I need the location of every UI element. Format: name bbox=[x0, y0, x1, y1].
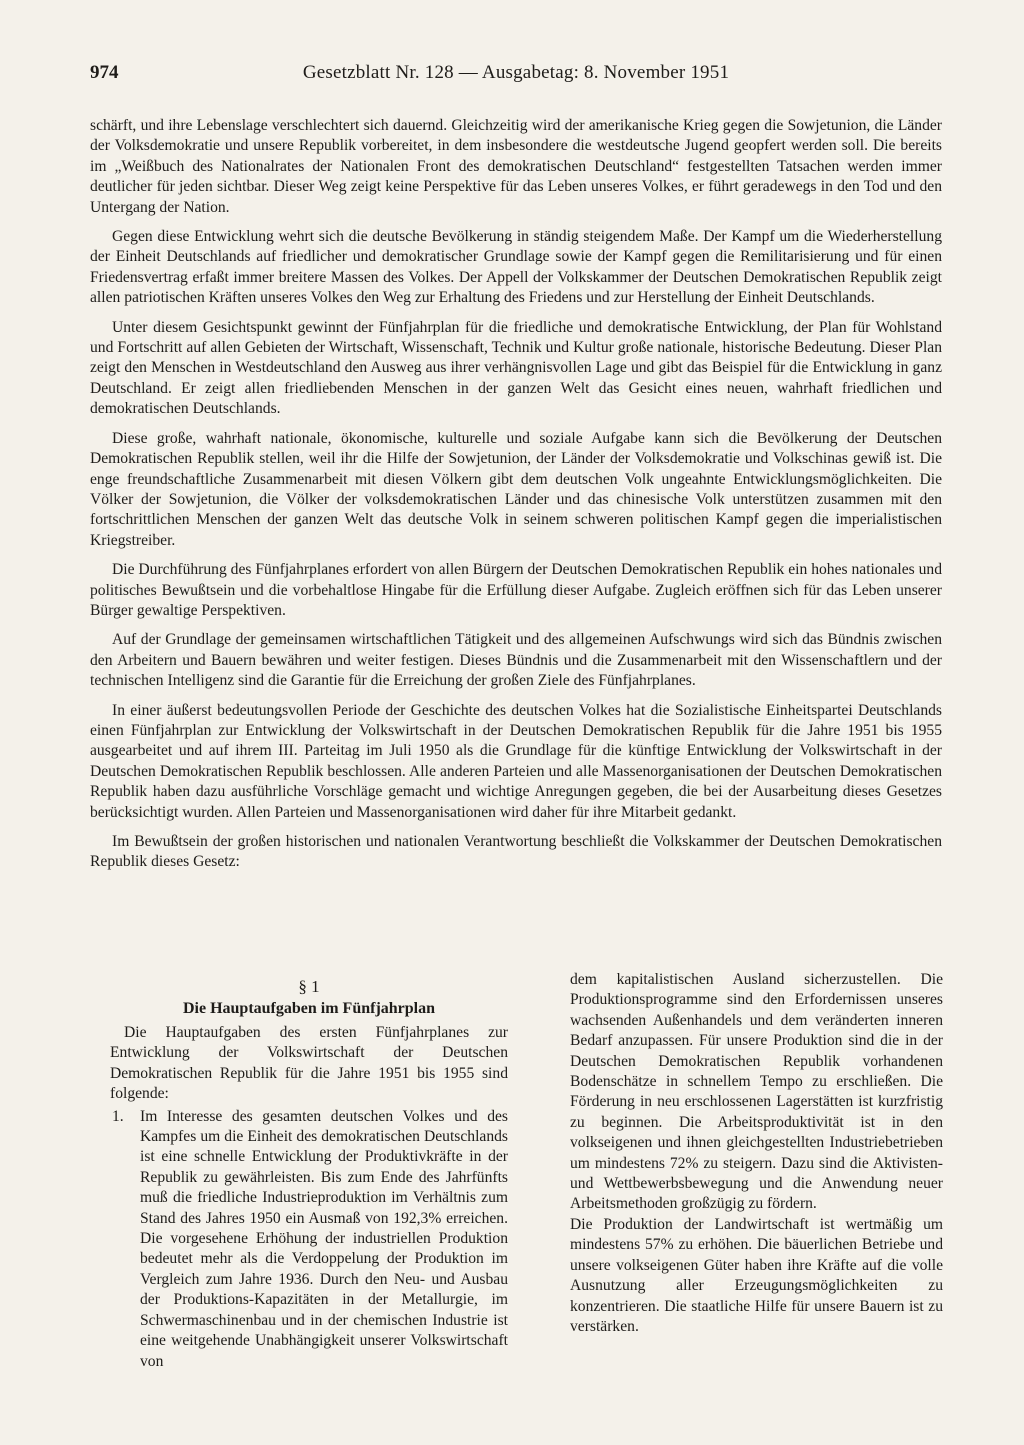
paragraph: Diese große, wahrhaft nationale, ökonomische, kulturelle und soziale Aufgabe kann sich die Bevölkerung der Deutschen Demokratischen Republik stellen, weil ihr die Hilfe der Sowjetunion, der Länder der Volksdemokratie und Volkschinas gewiß ist. Die enge freundschaftliche Zusammenarbeit mit diesen Völkern gibt dem deutschen Volk ungeahnte Entwicklungsmöglichkeiten. Die Völker der Sowjetunion, die Völker der volksdemokratischen Länder und das chinesische Volk unterstützen zusammen mit den fortschrittlichen Menschen der ganzen Welt das deutsche Volk in seinem schweren politischen Kampf gegen die imperialistischen Kriegstreiber. bbox=[90, 429, 942, 549]
page-number: 974 bbox=[90, 62, 119, 83]
paragraph: Die Produktion der Landwirtschaft ist wertmäßig um mindestens 57% zu erhöhen. Die bäuerlichen Betriebe und unsere volkseigenen Güter haben ihre Kräfte auf die volle Ausnutzung aller Erzeugungsmöglichkeiten zu konzentrieren. Die staatliche Hilfe für unsere Bauern ist zu verstärken. bbox=[570, 1215, 943, 1335]
paragraph: Gegen diese Entwicklung wehrt sich die deutsche Bevölkerung in ständig steigendem Maße. Der Kampf um die Wiederherstellung der Einheit Deutschlands auf friedlicher und demokratischer Grundlage sowie der Kampf gegen die Remilitarisierung und für einen Friedensvertrag erfaßt immer breitere Massen des Volkes. Der Appell der Volkskammer der Deutschen Demokratischen Republik zeigt allen patriotischen Kräften unseres Volkes den Weg zur Erhaltung des Friedens und zur Herstellung der Einheit Deutschlands. bbox=[90, 228, 942, 307]
item-number: 1. bbox=[112, 1107, 124, 1125]
paragraph: schärft, und ihre Lebenslage verschlechtert sich dauernd. Gleichzeitig wird der amerikanische Krieg gegen die Sowjetunion, die Länder der Volksdemokratie und unsere Republik vorbereitet, in dem insbesondere die westdeutsche Jugend geopfert werden soll. Die bereits im „Weißbuch des Nationalrates der Nationalen Front des demokratischen Deutschland“ festgestellten Tatsachen werden immer deutlicher für jeden sichtbar. Dieser Weg zeigt keine Perspektive für das Leben unseres Volkes, er führt geradewegs in den Tod und den Untergang der Nation. bbox=[90, 117, 942, 216]
paragraph: Im Bewußtsein der großen historischen und nationalen Verantwortung beschließt die Volkskammer der Deutschen Demokratischen Republik dieses Gesetz: bbox=[90, 833, 942, 871]
page-header bbox=[90, 60, 942, 86]
paragraph: Unter diesem Gesichtspunkt gewinnt der Fünfjahrplan für die friedliche und demokratische Entwicklung, der Plan für Wohlstand und Fortschritt auf allen Gebieten der Wirtschaft, Wissenschaft, Technik und Kultur große nationale, historische Bedeutung. Dieser Plan zeigt den Menschen in Westdeutschland den Ausweg aus ihrer verhängnisvollen Lage und gibt das Beispiel für die Entwicklung in ganz Deutschland. Er zeigt allen friedliebenden Menschen in der ganzen Welt das Gesicht eines neuen, wahrhaft friedlichen und demokratischen Deutschlands. bbox=[90, 318, 942, 418]
paragraph: Die Durchführung des Fünfjahrplanes erfordert von allen Bürgern der Deutschen Demokratischen Republik ein hohes nationales und politisches Bewußtsein und die vorbehaltlose Hingabe für die Erfüllung dieser Aufgabe. Zugleich eröffnen sich für das Leben unserer Bürger gewaltige Perspektiven. bbox=[90, 561, 942, 619]
left-column bbox=[110, 970, 508, 1372]
section-sign: § 1 bbox=[298, 977, 320, 996]
section-title: Die Hauptaufgaben im Fünfjahrplan bbox=[182, 1000, 436, 1017]
paragraph: In einer äußerst bedeutungsvollen Periode der Geschichte des deutschen Volkes hat die Sozialistische Einheitspartei Deutschlands einen Fünfjahrplan zur Entwicklung der Volkswirtschaft in der Deutschen Demokratischen Republik für die Jahre 1951 bis 1955 ausgearbeitet und auf ihrem III. Parteitag im Juli 1950 als die Grundlage für die künftige Entwicklung der Volkswirtschaft in der Deutschen Demokratischen Republik beschlossen. Alle anderen Parteien und alle Massenorganisationen der Deutschen Demokratischen Republik haben dazu ausführliche Vorschläge gemacht und wichtige Anregungen gegeben, die bei der Ausarbeitung dieses Gesetzes berücksichtigt wurden. Allen Parteien und Massenorganisationen wird daher für ihre Mitarbeit gedankt. bbox=[90, 701, 942, 821]
item-text: Im Interesse des gesamten deutschen Volkes und des Kampfes um die Einheit des demokratischen Deutschlands ist eine schnelle Entwicklung der Produktivkräfte in der Republik zu gewährleisten. Bis zum Ende des Jahrfünfts muß die friedliche Industrieproduktion im Verhältnis zum Stand des Jahres 1950 ein Ausmaß von 192,3% erreichen. Die vorgesehene Erhöhung der industriellen Produktion bedeutet mehr als die Verdoppelung der Produktion im Vergleich zum Jahre 1936. Durch den Neu- und Ausbau der Produktions-Kapazitäten in der Metallurgie, im Schwermaschinenbau und in der chemischen Industrie ist eine weitgehende Unabhängigkeit unserer Volkswirtschaft von bbox=[140, 1107, 508, 1370]
preamble-text bbox=[90, 116, 942, 882]
section-intro: Die Hauptaufgaben des ersten Fünfjahrplanes zur Entwicklung der Volkswirtschaft der Deutschen Demokratischen Republik für die Jahre 1951 bis 1955 sind folgende: bbox=[110, 1024, 508, 1103]
list-item bbox=[110, 1107, 508, 1372]
right-column bbox=[570, 970, 943, 1337]
paragraph: Auf der Grundlage der gemeinsamen wirtschaftlichen Tätigkeit und des allgemeinen Aufschwungs wird sich das Bündnis zwischen den Arbeitern und Bauern bewähren und weiter festigen. Dieses Bündnis und die Zusammenarbeit mit den Wissenschaftlern und der technischen Intelligenz sind die Garantie für die Erreichung der großen Ziele des Fünfjahrplanes. bbox=[90, 631, 942, 690]
item-continuation: dem kapitalistischen Ausland sicherzustellen. Die Produktionsprogramme sind den Erfordernissen unseres wachsenden Außenhandels und dem veränderten inneren Bedarf anzupassen. Für unsere Produktion sind die in der Deutschen Demokratischen Republik vorhandenen Bodenschätze in schnellem Tempo zu erschließen. Die Förderung in neu erschlossenen Lagerstätten ist kurzfristig zu beginnen. Die Arbeitsproduktivität ist in den volkseigenen und ihnen gleichgestellten Industriebetrieben um mindestens 72% zu steigern. Dazu sind die Aktivisten- und Wettbewerbsbewegung und die Anwendung neuer Arbeitsmethoden großzügig zu fördern. bbox=[570, 971, 943, 1213]
header-title: Gesetzblatt Nr. 128 — Ausgabetag: 8. November 1951 bbox=[302, 62, 730, 83]
